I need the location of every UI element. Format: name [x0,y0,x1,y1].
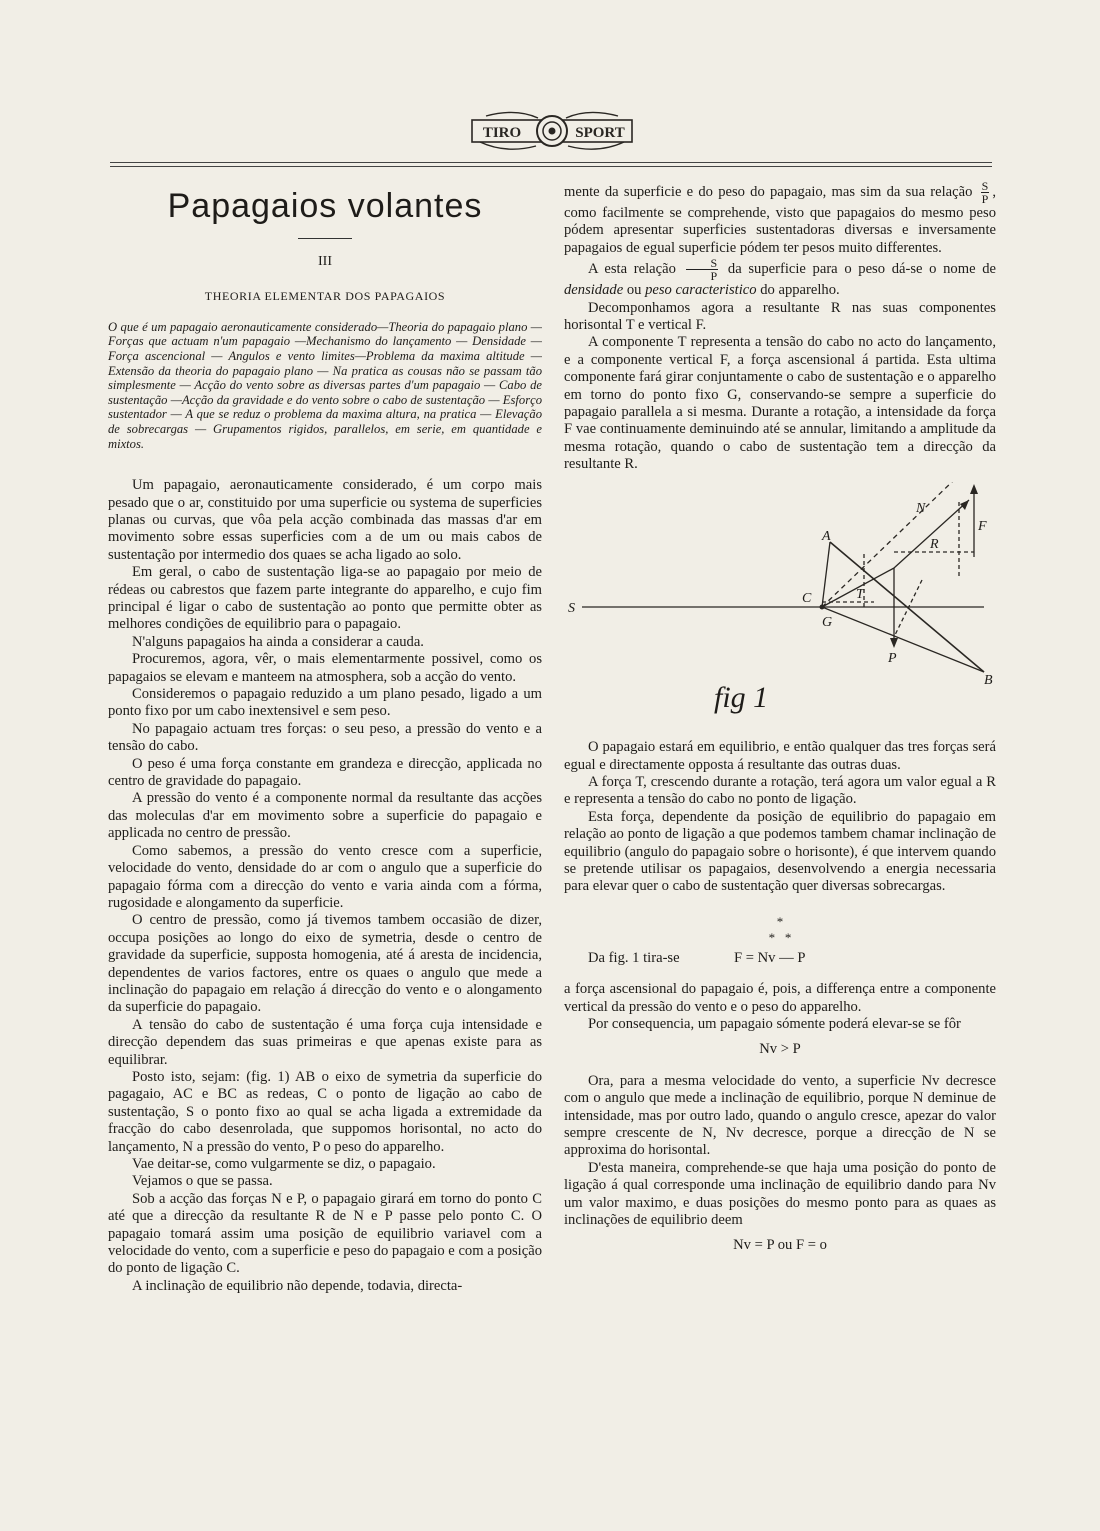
svg-text:SPORT: SPORT [575,125,625,141]
label-p: P [888,650,897,666]
paragraph: a força ascensional do papagaio é, pois, a differença entre a componente vertical da pressão do vento e o peso do apparelho. [564,981,996,1015]
paragraph: A esta relação $\frac{S}{P}$ da superficie para o peso dá-se o nome de densidade ou peso caracteristico do apparelho. [564,256,996,299]
title-divider [298,238,352,239]
label-b: B [984,672,993,688]
paragraph: N'alguns papagaios ha ainda a considerar a cauda. [132,633,424,650]
label-g: G [822,614,833,630]
paragraph: Sob a acção das forças N e P, o papagaio girará em torno do ponto C até que a direcção da resultante R de N e P passe pelo ponto C. O papagaio tomará assim uma posição de equilibrio variavel com a velocidade do vento, com a superficie e peso do papagaio e com a posição do ponto de ligação C. [108,1190,542,1277]
paragraph: No papagaio actuam tres forças: o seu peso, a pressão do vento e a tensão do cabo. [108,720,542,755]
paragraph: Como sabemos, a pressão do vento cresce com a superficie, velocidade do vento, densidade do ar com o angulo que a superficie do papagaio fórma com a direcção do vento e varia ainda com a fórma, rugosidade e alongamento da superficie. [108,842,542,911]
figure-caption: fig 1 [714,680,769,714]
paragraph: O peso é uma força constante em grandeza e direcção, applicada no centro de gravidade do papagaio. [108,755,542,790]
fraction-s-over-p: $\frac{S}{P}$ [981,179,989,206]
paragraph: A inclinação de equilibrio não depende, todavia, directa- [132,1277,463,1294]
paragraph: Por consequencia, um papagaio sómente poderá elevar-se se fôr [588,1015,961,1032]
paragraph: Consideremos o papagaio reduzido a um plano pesado, ligado a um ponto fixo por um cabo inextensivel e sem peso. [108,686,542,720]
paragraph: O centro de pressão, como já tivemos tambem occasião de dizer, occupa posições ao longo do eixo de symetria, desde o centro de gravidade da superficie, supposta homogenia, até á aresta de incidencia, dependentes de varios factores, entre os quaes o angulo que mede a inclinação do papagaio em relação á direcção do vento e o alongamento da superficie do papagaio. [108,912,542,1016]
label-t: T [856,586,864,602]
label-f: F [978,518,987,534]
paragraph: O papagaio estará em equilibrio, e então qualquer das tres forças será egual e directamente opposta á resultante das outras duas. [564,739,996,773]
article-summary: O que é um papagaio aeronauticamente considerado—Theoria do papagaio plano — Forças que actuam n'um papagaio —Mechanismo do lançamento — Densidade — Força ascencional — Angulos e vento limites—Problema da maxima altitude — Extensão da theoria do papagaio plano — Na pratica as cousas não se passam tão simplesmente — Acção do vento sobre as diversas partes d'um papagaio — Cabo de sustentação —Acção da gravidade e do vento sobre o cabo de sustentação — Esforço sustentador — A que se reduz o problema da maxima altura, na pratica — Elevação de sobrecargas — Grupamentos rigidos, parallelos, em serie, em quantidade e mixtos. [108,319,542,451]
paragraph: mente da superficie e do peso do papagaio, mas sim da sua relação $\frac{S}{P}$ , como facilmente se comprehende, visto que papagaios do mesmo peso pódem apresentar superficies sustentadoras diversas e inversamente papagaios de egual superficie pódem ter pesos muito differentes. [564,179,996,256]
paragraph: A força T, crescendo durante a rotação, terá agora um valor egual a R e representa a tensão do cabo no ponto de ligação. [564,773,996,808]
paragraph: Ora, para a mesma velocidade do vento, a superficie Nv decresce com o angulo que mede a inclinação de equilibrio, porque N deminue de intensidade, mas por outro lado, quando o angulo cresce, apezar do valor sempre crescente de N, Nv decresce, porque a direcção de N se approxima do horisontal. [564,1072,996,1159]
part-number: III [318,254,332,269]
equation-equilibrium: Nv = P ou F = o [733,1237,827,1254]
left-body [108,477,542,1295]
left-column [108,180,542,1295]
section-asterism: * * * [768,913,792,945]
line-c-a [822,542,830,607]
paragraph: Posto isto, sejam: (fig. 1) AB o eixo de symetria da superficie do pagagaio, AC e BC as redeas, C o ponto de ligação ao cabo de sustentação, S o ponto fixo ao qual se acha ligada a extremidade da fracção do cabo desenrolada, que suppomos horisontal, no acto do lançamento, N a pressão do vento, P o peso do apparelho. [108,1068,542,1155]
paragraph: Vejamos o que se passa. [132,1173,273,1190]
pressure-n [894,500,969,568]
svg-text:TIRO: TIRO [482,125,522,141]
paragraph: A componente T representa a tensão do cabo no acto do lançamento, e a componente vertical F, a força ascensional á partida. Esta ultima componente fará girar conjuntamente o cabo de sustentação e o apparelho em torno do ponto fixo G, conservando-se sempre a superficie do papagaio parallela a si mesma. Durante a rotação, a intensidade da força F vae continuamente deminuindo até se annular, limitando a amplitude da mesma rotação, quando o cabo de sustentação tem a direcção da resultante R. [564,334,996,473]
line-c-b [822,607,984,672]
paragraph: Em geral, o cabo de sustentação liga-se ao papagaio por meio de rédeas ou cabrestos que fazem parte integrante do apparelho, e cujo fim principal é ligar o cabo de sustentação ao ponto que permitte obter as melhores condições de equilibrio para o papagaio. [108,564,542,633]
right-column [564,180,996,1263]
tiro-e-sport-logo [466,104,638,156]
header-rule-bottom [110,166,992,167]
label-a: A [822,528,831,544]
equation-condition: Nv > P [759,1041,801,1058]
header-rule-top [110,162,992,163]
formula-block [564,950,996,967]
article-subtitle: THEORIA ELEMENTAR DOS PAPAGAIOS [204,289,446,304]
paragraph: A pressão do vento é a componente normal da resultante das acções das moleculas d'ar em movimento sobre a superficie do papagaio e applicada no centro de pressão. [108,790,542,842]
paragraph: A tensão do cabo de sustentação é uma força cuja intensidade e direcção dependem das suas primeiras e que apenas existe para as equilibrar. [108,1016,542,1068]
paragraph: D'esta maneira, comprehende-se que haja uma posição do ponto de ligação á qual corresponde uma inclinação de equilibrio dando para Nv um valor maximo, e duas posições do mesmo ponto para as quaes as inclinações de equilibrio deem [564,1159,996,1229]
article-title: Papagaios volantes [167,187,483,225]
label-c: C [802,590,812,606]
paragraph: Decomponhamos agora a resultante R nas suas componentes horisontal T e vertical F. [564,299,996,334]
equation-force: F = Nv — P [734,949,806,966]
label-s: S [568,600,575,616]
paragraph: Vae deitar-se, como vulgarmente se diz, o papagaio. [132,1156,436,1172]
label-n: N [916,500,926,516]
fraction-s-over-p: $\frac{S}{P}$ [686,257,719,282]
paragraph: Um papagaio, aeronauticamente considerado, é um corpo mais pesado que o ar, constituido por uma superficie ou systema de superficies planas ou curvas, que vôa pela acção combinada das massas d'ar em movimento sobre essas superficies com a de um ou mais cabos de sustentação por intermedio dos quaes se acha ligado ao solo. [108,477,542,563]
figure-1-diagram [564,482,996,734]
paragraph: Procuremos, agora, vêr, o mais elementarmente possivel, como os papagaios se elevam e manteem na atmosphera, sob a acção do vento. [108,651,542,685]
formula-intro: Da fig. 1 tira-se [588,949,680,966]
label-r: R [930,536,939,552]
paragraph: Esta força, dependente da posição de equilibrio do papagaio em relação ao ponto de ligação a que podemos tambem chamar inclinação de equilibrio (angulo do papagaio sobre o horisonte), é que intervem quando se pretende utilisar os papagaios, desenvolvendo a energia necessaria para elevar quer o cabo de sustentação quer diversas sobrecargas. [564,808,996,895]
